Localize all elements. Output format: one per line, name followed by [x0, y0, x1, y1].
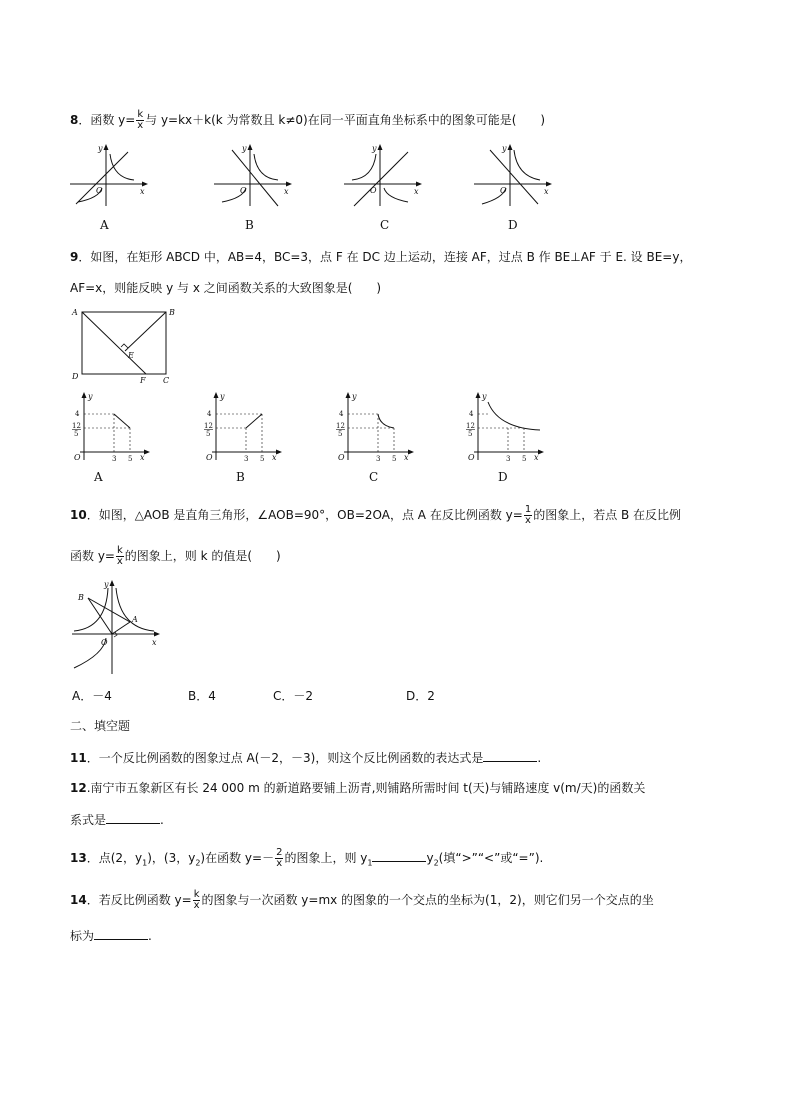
q13-number: 13: [70, 851, 87, 865]
q9-graph-c-4: 4: [339, 410, 344, 418]
q9-number: 9: [70, 250, 79, 264]
q9-rectangle-figure: [68, 305, 186, 387]
svg-text:y: y: [242, 144, 247, 153]
q8-graph-a: [68, 142, 150, 208]
q10-fraction-1: [524, 505, 532, 526]
q12-text-line2: 系式是: [70, 813, 107, 827]
q10-figure: [68, 578, 166, 676]
q10-text-post: 的图象上，若点 B 在反比例: [533, 508, 682, 522]
q8-graph-b: [212, 142, 294, 208]
q9-graph-d-x: x: [534, 453, 539, 462]
q8-graph-d: [472, 142, 554, 208]
q9-graph-c-y: y: [352, 392, 357, 401]
q9-option-d: D: [498, 470, 508, 484]
q9-graph-b-4: 4: [207, 410, 212, 418]
q9-option-c: C: [369, 470, 379, 484]
q10-text-pre: ．如图，△AOB 是直角三角形，∠AOB=90°，OB=2OA，点 A 在反比例函数 y=: [86, 508, 523, 522]
q14-text-line2: 标为: [70, 929, 95, 943]
q9-graph-b-5x: 5: [260, 455, 265, 463]
q9-graph-d-y: y: [482, 392, 487, 401]
q10-line2-post: 的图象上，则 k 的值是( ): [124, 549, 281, 563]
q8-text-pre: ．函数 y=: [78, 113, 136, 127]
q10-option-d: D．2: [406, 689, 435, 703]
q9-label-c: C: [163, 376, 170, 385]
q10-label-y: y: [104, 580, 109, 589]
q9-graph-a-4: 4: [75, 410, 80, 418]
q9-graph-d-4: 4: [469, 410, 474, 418]
q9-option-b: B: [236, 470, 245, 484]
q13-sub3: 1: [367, 858, 373, 868]
q9-graph-c-5x: 5: [392, 455, 397, 463]
q9-graph-a-y: y: [88, 392, 93, 401]
q9-graph-c: [332, 390, 418, 464]
q9-graph-b-o: O: [206, 453, 213, 462]
q10-label-b: B: [78, 593, 84, 602]
q12-text-line1: .南宁市五象新区有长 24 000 m 的新道路要铺上沥青,则铺路所需时间 t(天)与铺路速度 v(m/天)的函数关: [86, 781, 646, 795]
svg-text:O: O: [500, 186, 507, 195]
q13-fraction-den: x: [276, 858, 283, 869]
q13-mid1: )，(3，y: [147, 851, 196, 865]
q9-graph-b-x: x: [272, 453, 277, 462]
q10-label-a: A: [132, 615, 138, 624]
svg-text:x: x: [284, 187, 289, 196]
q9-graph-b-12: 12: [204, 422, 213, 430]
q9-graph-a-o: O: [74, 453, 81, 462]
q9-graph-a-3: 3: [112, 455, 117, 463]
q10-fraction-2: [116, 546, 124, 567]
svg-text:O: O: [240, 186, 247, 195]
q8-stem: [70, 110, 545, 131]
q9-graph-a-5x: 5: [128, 455, 133, 463]
svg-text:y: y: [372, 144, 377, 153]
q12-stem-line1: [70, 780, 645, 796]
q9-graph-c-12: 12: [336, 422, 345, 430]
q9-label-b: B: [169, 308, 175, 317]
q10-option-a: A．－4: [72, 689, 112, 703]
svg-text:O: O: [96, 186, 103, 195]
q12-answer-blank[interactable]: [106, 811, 160, 824]
svg-text:x: x: [140, 187, 145, 196]
q9-graph-c-o: O: [338, 453, 345, 462]
q9-graph-d-3: 3: [506, 455, 511, 463]
q9-stem-line2: AF=x，则能反映 y 与 x 之间函数关系的大致图象是( ): [70, 281, 382, 295]
q9-graph-a-5: 5: [74, 430, 79, 438]
q14-end: .: [148, 929, 152, 943]
q10-number: 10: [70, 508, 87, 522]
q14-stem-line1: [70, 890, 654, 911]
q10-label-x: x: [152, 638, 157, 647]
svg-text:x: x: [414, 187, 419, 196]
q10-fraction-1-den: x: [525, 515, 531, 526]
q13-answer-blank[interactable]: [372, 849, 426, 862]
q9-label-d: D: [72, 372, 79, 381]
q9-graph-b-3: 3: [244, 455, 249, 463]
q9-label-a: A: [72, 308, 78, 317]
q10-stem-line1: [70, 505, 681, 526]
q14-number: 14: [70, 893, 87, 907]
q12-number: 12: [70, 781, 87, 795]
q13-sub1: 1: [142, 858, 148, 868]
q11-answer-blank[interactable]: [483, 749, 537, 762]
q13-fraction-num: 2: [276, 847, 283, 858]
q14-fraction-den: x: [193, 900, 200, 911]
q11-stem: [70, 749, 541, 766]
q13-mid3: 的图象上，则 y: [284, 851, 368, 865]
q9-graph-a-x: x: [140, 453, 145, 462]
q9-graph-d-5: 5: [468, 430, 473, 438]
q13-stem: [70, 848, 543, 871]
q10-option-c: C．－2: [273, 689, 314, 703]
q9-graph-a: [68, 390, 154, 464]
q13-post: (填“>”“<”或“=”).: [438, 851, 544, 865]
q9-graph-b-5: 5: [206, 430, 211, 438]
q13-mid2: )在函数 y=－: [200, 851, 275, 865]
q13-pre: ．点(2，y: [86, 851, 143, 865]
q9-graph-c-x: x: [404, 453, 409, 462]
svg-text:O: O: [370, 186, 377, 195]
q10-fraction-2-num: k: [116, 545, 123, 556]
q14-post: 的图象与一次函数 y=mx 的图象的一个交点的坐标为(1，2)，则它们另一个交点的坐: [201, 893, 654, 907]
q9-graph-b-y: y: [220, 392, 225, 401]
section-heading: 二、填空题: [70, 719, 131, 733]
q9-option-a: A: [94, 470, 103, 484]
q9-graph-d-5x: 5: [522, 455, 527, 463]
q8-fraction: [136, 110, 144, 131]
q8-fraction-num: k: [137, 109, 144, 120]
q13-fraction: [275, 848, 283, 869]
q14-fraction-num: k: [193, 889, 200, 900]
q8-fraction-den: x: [137, 120, 144, 131]
q11-number: 11: [70, 751, 87, 765]
q12-end: .: [160, 813, 164, 827]
q14-fraction: [193, 890, 201, 911]
q9-label-f: F: [140, 376, 146, 385]
q11-end: .: [537, 751, 542, 765]
svg-text:y: y: [98, 144, 103, 153]
q10-label-o: O: [101, 638, 108, 647]
q10-line2-pre: 函数 y=: [70, 549, 115, 563]
q10-fraction-1-num: 1: [524, 504, 532, 515]
q11-text: ．一个反比例函数的图象过点 A(－2，－3)，则这个反比例函数的表达式是: [86, 751, 484, 765]
q9-text-line1: ．如图，在矩形 ABCD 中，AB=4，BC=3，点 F 在 DC 边上运动，连接 AF，过点 B 作 BE⊥AF 于 E. 设 BE=y，: [78, 250, 692, 264]
q12-stem-line2: [70, 811, 164, 828]
q9-graph-d: [462, 390, 548, 464]
q8-option-c: C: [380, 218, 390, 232]
svg-text:y: y: [502, 144, 507, 153]
q13-sub2: 2: [195, 858, 201, 868]
svg-text:x: x: [544, 187, 549, 196]
q8-text-post: 与 y=kx＋k(k 为常数且 k≠0)在同一平面直角坐标系中的图象可能是( ): [145, 113, 546, 127]
q9-graph-b: [200, 390, 286, 464]
q14-stem-line2: [70, 927, 152, 944]
q10-fraction-2-den: x: [116, 556, 123, 567]
q8-option-d: D: [508, 218, 518, 232]
q8-number: 8: [70, 113, 79, 127]
q13-sub4: 2: [433, 858, 439, 868]
q14-answer-blank[interactable]: [94, 927, 148, 940]
q10-option-b: B．4: [188, 689, 216, 703]
q14-pre: ．若反比例函数 y=: [86, 893, 192, 907]
q9-graph-a-12: 12: [72, 422, 81, 430]
q9-label-e: E: [128, 351, 134, 360]
q8-option-a: A: [100, 218, 109, 232]
q8-option-b: B: [245, 218, 254, 232]
q9-graph-c-3: 3: [376, 455, 381, 463]
q13-mid4: y: [426, 851, 434, 865]
q9-stem-line1: [70, 249, 691, 265]
q9-graph-d-12: 12: [466, 422, 475, 430]
q9-graph-c-5: 5: [338, 430, 343, 438]
q10-stem-line2: [70, 546, 281, 567]
q8-graph-c: [342, 142, 424, 208]
q9-graph-d-o: O: [468, 453, 475, 462]
